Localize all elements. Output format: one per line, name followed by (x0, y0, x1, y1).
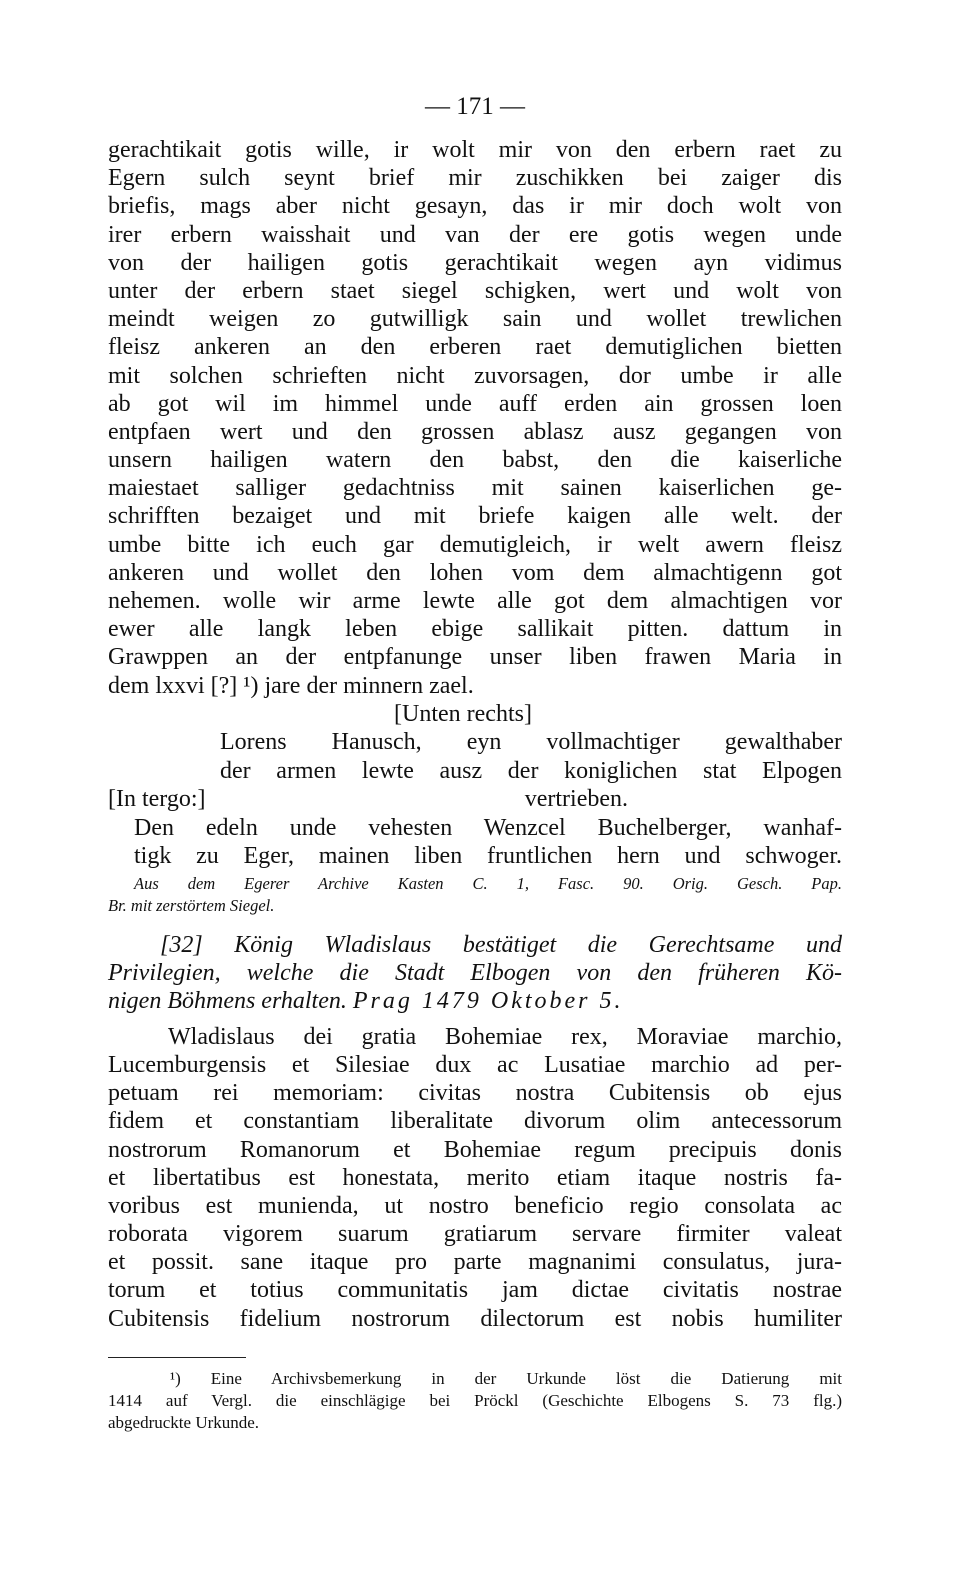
text-line: petuam rei memoriam: civitas nostra Cubitensis ob ejus (108, 1080, 842, 1107)
text-line: ankeren und wollet den lohen vom dem almachtigenn got (108, 559, 842, 586)
text-line: voribus est munienda, ut nostro beneficio regio consolata ac (108, 1192, 842, 1219)
signature-line: vertrieben. (524, 786, 628, 813)
heading-line: Privilegien, welche die Stadt Elbogen von den früheren Kö- (108, 959, 842, 986)
footnote-line: 1414 auf Vergl. die einschlägige bei Pröckl (Geschichte Elbogens S. 73 flg.) (108, 1390, 842, 1410)
heading-title-end: nigen Böhmens erhalten. (108, 987, 347, 1014)
heading-line (108, 987, 842, 1015)
text-line: et libertatibus est honestata, merito etiam itaque nostris fa- (108, 1164, 842, 1191)
text-line: Wladislaus dei gratia Bohemiae rex, Moraviae marchio, (168, 1023, 842, 1050)
source-note (108, 873, 842, 917)
text-line: Lucemburgensis et Silesiae dux ac Lusatiae marchio ad per- (108, 1051, 842, 1078)
text-line: unsern hailigen watern den babst, den die kaiserliche (108, 447, 842, 474)
source-line: Br. mit zerstörtem Siegel. (108, 895, 275, 915)
body-paragraph-2 (108, 1023, 842, 1333)
footnote (108, 1368, 842, 1434)
signature-line: Lorens Hanusch, eyn vollmachtiger gewalthaber (220, 729, 842, 756)
text-line: ab got wil im himmel unde auff erden ain grossen loen (108, 390, 842, 417)
text-line: mit solchen schrieften nicht zuvorsagen, dor umbe ir alle (108, 362, 842, 389)
editorial-note-unten-rechts: [Unten rechts] (394, 700, 532, 727)
text-line: entpfaen wert und den grossen ablasz ausz gegangen von (108, 418, 842, 445)
text-line: unter der erbern staet siegel schigken, wert und wolt von (108, 277, 842, 304)
address-line: Den edeln unde vehesten Wenzcel Buchelberger, wanhaf- (134, 814, 842, 841)
body-paragraph-1 (108, 136, 842, 700)
book-page (108, 90, 842, 1434)
page-number: — 171 — (425, 93, 525, 120)
text-line: meindt weigen zo gutwilligk sain und wollet trewlichen (108, 306, 842, 333)
text-line: fidem et constantiam liberalitate divorum olim antecessorum (108, 1108, 842, 1135)
editorial-note-in-tergo: [In tergo:] (108, 786, 206, 813)
document-heading (108, 931, 842, 1015)
text-line: nostrorum Romanorum et Bohemiae regum precipuis donis (108, 1136, 842, 1163)
text-line: von der hailigen gotis gerachtikait wegen ayn vidimus (108, 249, 842, 276)
text-line: briefis, mags aber nicht gesayn, das ir mir doch wolt von (108, 193, 842, 220)
text-line: torum et totius communitatis jam dictae civitatis nostrae (108, 1277, 842, 1304)
text-line: nehemen. wolle wir arme lewte alle got dem almachtigen vor (108, 588, 842, 614)
text-line: umbe bitte ich euch gar demutigleich, ir welt awern fleisz (108, 531, 842, 558)
footnote-line: abgedruckte Urkunde. (108, 1412, 260, 1432)
text-line: roborata vigorem suarum gratiarum servare firmiter valeat (108, 1221, 842, 1248)
text-line: irer erbern waisshait und van der ere gotis wegen unde (108, 221, 842, 248)
text-line: gerachtikait gotis wille, ir wolt mir von den erbern raet zu (108, 137, 842, 163)
source-line: Aus dem Egerer Archive Kasten C. 1, Fasc. 90. Orig. Gesch. Pap. (134, 873, 842, 893)
text-line: Grawppen an der entpfanunge unser liben frawen Maria in (108, 644, 842, 671)
text-line: maiestaet salliger gedachtniss mit sainen kaiserlichen ge- (108, 475, 842, 502)
footnote-line: ¹) Eine Archivsbemerkung in der Urkunde löst die Datierung mit (170, 1368, 842, 1388)
text-line: fleisz ankeren an den erberen raet demutiglichen bietten (108, 334, 842, 361)
text-line: Cubitensis fidelium nostrorum dilectorum est nobis humiliter (108, 1305, 842, 1332)
text-line: ewer alle langk leben ebige sallikait pitten. dattum in (108, 616, 842, 643)
text-line: et possit. sane itaque pro parte magnanimi consulatus, jura- (108, 1249, 842, 1276)
text-line: schrifften bezaiget und mit briefe kaigen alle welt. der (108, 503, 842, 530)
heading-line: [32] König Wladislaus bestätiget die Gerechtsame und (160, 931, 842, 958)
heading-date: Prag 1479 Oktober 5. (352, 987, 624, 1014)
tergo-line (108, 785, 842, 814)
text-line: dem lxxvi [?] ¹) jare der minnern zael. (108, 672, 474, 699)
footnote-divider (108, 1357, 246, 1358)
signature-block (108, 700, 842, 871)
text-line: Egern sulch seynt brief mir zuschikken bei zaiger dis (108, 165, 842, 192)
signature-line: der armen lewte ausz der koniglichen stat Elpogen (220, 757, 842, 784)
address-line: tigk zu Eger, mainen liben fruntlichen hern und schwoger. (134, 843, 842, 870)
